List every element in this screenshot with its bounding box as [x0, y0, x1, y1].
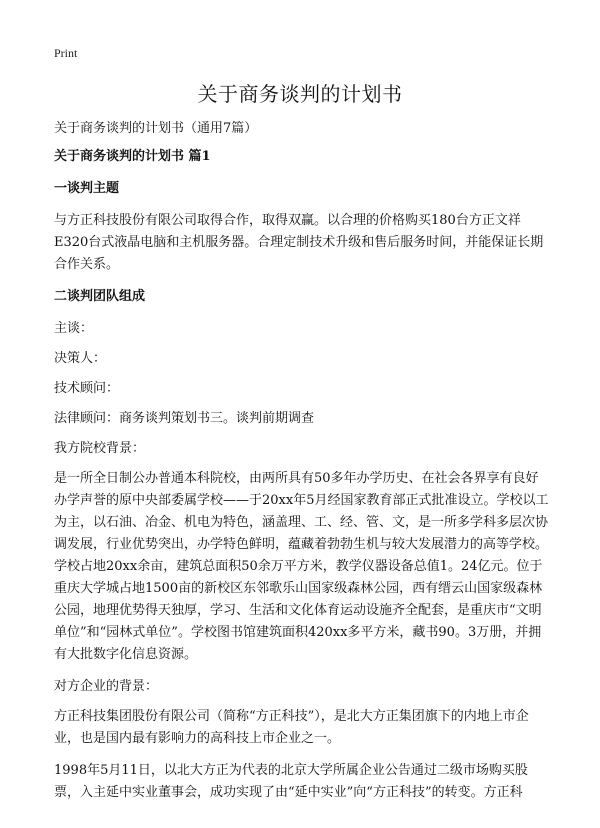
document-body: [54, 118, 550, 814]
page-title: 关于商务谈判的计划书: [197, 82, 403, 106]
role-decision-maker: 决策人：: [54, 351, 107, 366]
partner-text-2: 1998年5月11日，以北大方正为代表的北京大学所属企业公告通过二级市场购买股票，入主延中实业董事会，成功实现了由“延中实业”向“方正科技”的转变。方正科: [54, 763, 528, 800]
role-legal-advisor: 法律顾问：商务谈判策划书三。谈判前期调查: [54, 411, 315, 426]
part1-text: 与方正科技股份有限公司取得合作，取得双赢。以合理的价格购买180台方正文祥E320台式液晶电脑和主机服务器。合理定制技术升级和售后服务时间，并能保证长期合作关系。: [54, 213, 544, 272]
part2-heading: 二谈判团队组成: [54, 289, 146, 304]
section-heading: 关于商务谈判的计划书 篇1: [54, 149, 211, 164]
our-school-text: 是一所全日制公办普通本科院校，由两所具有50多年办学历史、在社会各界享有良好办学声誉的原中央部委属学校——于20xx年5月经国家教育部正式批准设立。学校以工为主，以石油、冶金、机电为特色，涵盖理、工、经、管、文，是一所多学科多层次协调发展，行业优势突出，办学特色鲜明，蕴藏着勃勃生机与较大发展潜力的高等学校。学校占地20xx余亩，建筑总面积50余万平方米，教学仪器设备总值1。24亿元。位于重庆大学城占地1500亩的新校区东邻歌乐山国家级森林公园，西有缙云山国家级森林公园，地理优势得天独厚，学习、生活和文化体育运动设施齐全配套，是重庆市“文明单位”和“园林式单位”。学校图书馆建筑面积420xx多平方米，藏书90。3万册，并拥有大批数字化信息资源。: [54, 471, 549, 662]
partner-text-1: 方正科技集团股份有限公司（简称“方正科技”），是北大方正集团旗下的内地上市企业，也是国内最有影响力的高科技上市企业之一。: [54, 709, 529, 746]
part1-heading: 一谈判主题: [54, 181, 120, 196]
print-label: Print: [54, 46, 78, 60]
document-subtitle: 关于商务谈判的计划书（通用7篇）: [54, 121, 258, 136]
our-school-label: 我方院校背景：: [54, 441, 146, 456]
partner-label: 对方企业的背景：: [54, 679, 159, 694]
role-technical-advisor: 技术顾问：: [54, 381, 120, 396]
role-chief-negotiator: 主谈：: [54, 321, 94, 336]
